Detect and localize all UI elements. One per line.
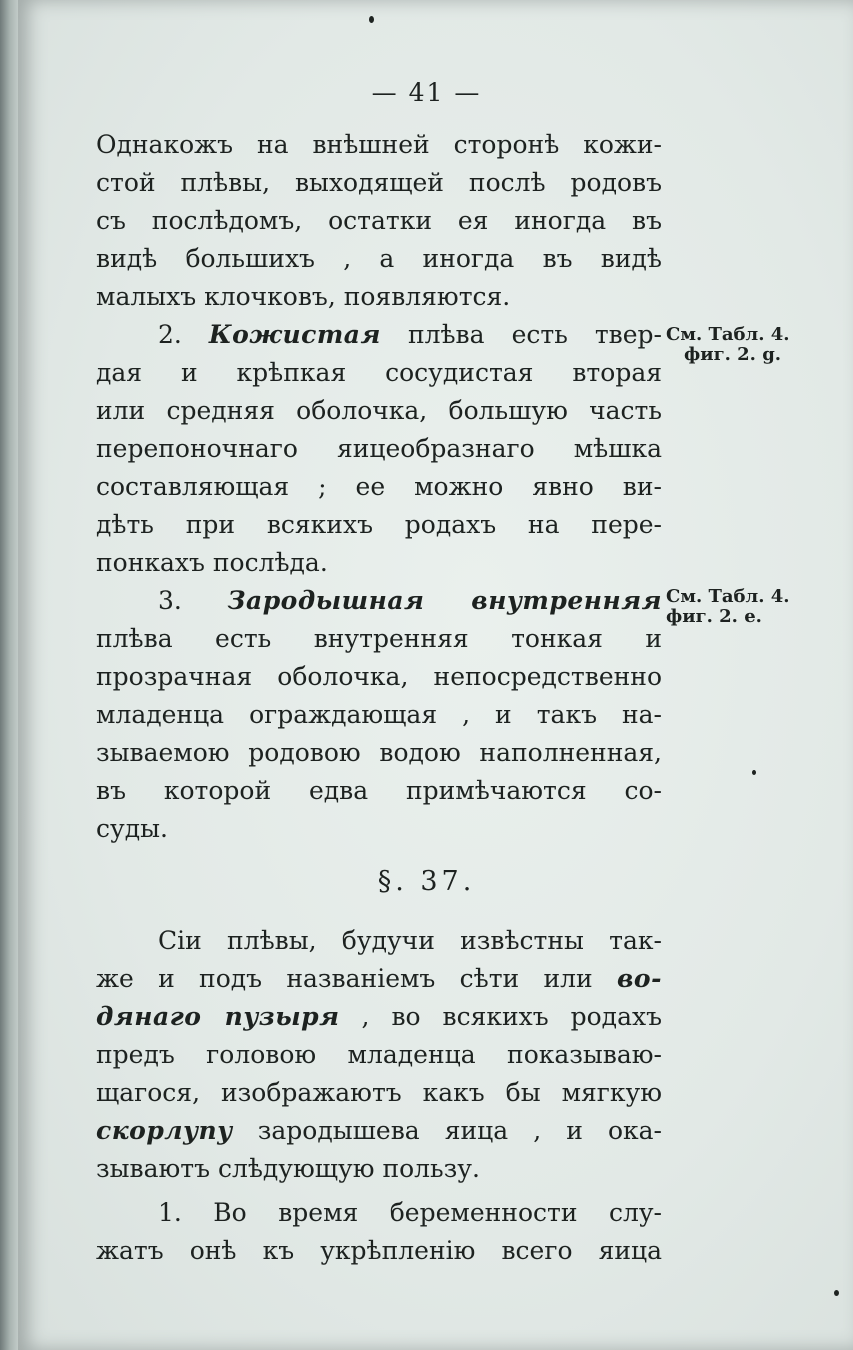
text-line: дѣть при всякихъ родахъ на пере- <box>96 510 662 539</box>
text-line: плѣва есть внутренняя тонкая и <box>96 624 662 653</box>
text-line: 1. Во время беременности слу- <box>158 1198 662 1227</box>
text-line: или средняя оболочка, большую часть <box>96 396 662 425</box>
text-line: щагося, изображаютъ какъ бы мягкую <box>96 1078 662 1107</box>
text-line: жатъ онѣ къ укрѣпленію всего яица <box>96 1236 662 1265</box>
body-text-section-37 <box>96 922 662 1270</box>
text-line: предъ головою младенца показываю- <box>96 1040 662 1069</box>
item-3-term: Зародышная внутренняя <box>227 586 662 615</box>
text-line-mixed <box>96 960 662 998</box>
section-heading: §. 37. <box>377 866 476 897</box>
text-line: видѣ большихъ , а иногда въ видѣ <box>96 244 662 273</box>
text-line: прозрачная оболочка, непосредственно <box>96 662 662 691</box>
text-line-part: плѣва есть твер- <box>407 320 662 349</box>
margin-note-item-2 <box>666 325 790 365</box>
margin-note-item-3 <box>666 587 790 627</box>
text-line: младенца ограждающая , и такъ на- <box>96 700 662 729</box>
item-3-first-line <box>96 582 662 620</box>
margin-note-line: См. Табл. 4. <box>666 586 790 607</box>
text-line: перепоночнаго яицеобразнаго мѣшка <box>96 434 662 463</box>
text-line-part: , во всякихъ родахъ <box>361 1002 662 1031</box>
margin-note-line: См. Табл. 4. <box>666 324 790 345</box>
item-2-term: Кожистая <box>208 320 381 349</box>
page-header <box>0 78 853 107</box>
header-dash-left: — <box>371 78 399 107</box>
text-line: Сіи плѣвы, будучи извѣстны так- <box>158 926 662 955</box>
text-line: дая и крѣпкая сосудистая вторая <box>96 358 662 387</box>
text-line: съ послѣдомъ, остатки ея иногда въ <box>96 206 662 235</box>
margin-note-line: фиг. 2. g. <box>684 344 782 365</box>
text-line: малыхъ клочковъ, появляются. <box>96 282 511 311</box>
text-line: Однакожъ на внѣшней сторонѣ кожи- <box>96 130 662 159</box>
text-line-mixed <box>96 998 662 1036</box>
body-text <box>96 126 662 848</box>
italic-term: скорлупу <box>96 1116 233 1145</box>
text-line: зываютъ слѣдующую пользу. <box>96 1154 480 1183</box>
page-number: 41 <box>408 78 445 107</box>
ink-speck <box>369 16 374 23</box>
ink-speck <box>834 1290 839 1296</box>
item-3-number: 3. <box>158 586 182 615</box>
text-line: зываемою родовою водою наполненная, <box>96 738 662 767</box>
ink-speck <box>752 770 756 775</box>
item-2-first-line <box>96 316 662 354</box>
text-line: составляющая ; ее можно явно ви- <box>96 472 662 501</box>
text-line-part: зародышева яица , и ока- <box>257 1116 662 1145</box>
item-2-number: 2. <box>158 320 182 349</box>
italic-term: дянаго пузыря <box>96 1002 340 1031</box>
text-line-mixed <box>96 1112 662 1150</box>
italic-term: во- <box>617 964 662 993</box>
text-line-part: же и подъ названіемъ сѣти или <box>96 964 593 993</box>
margin-note-line: фиг. 2. e. <box>666 606 762 627</box>
text-line: стой плѣвы, выходящей послѣ родовъ <box>96 168 662 197</box>
text-line: понкахъ послѣда. <box>96 548 328 577</box>
header-dash-right: — <box>454 78 482 107</box>
text-line: въ которой едва примѣчаются со- <box>96 776 662 805</box>
text-line: суды. <box>96 814 168 843</box>
